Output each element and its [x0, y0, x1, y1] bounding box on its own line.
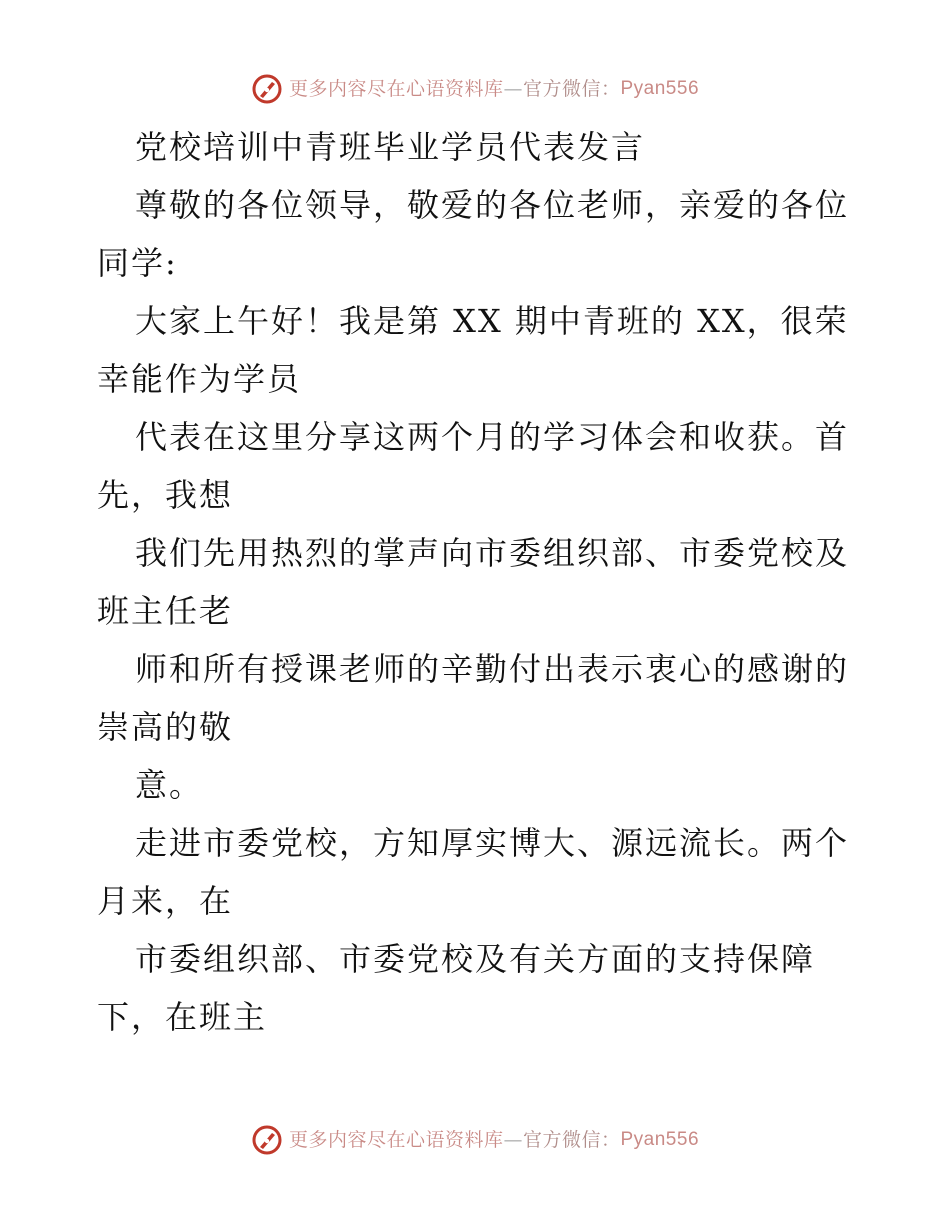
- quill-logo-icon: [251, 1124, 283, 1156]
- text-line: 市委组织部、市委党校及有关方面的支持保障: [135, 940, 816, 978]
- text-line: 大家上午好！我是第 XX 期中青班的 XX，很荣: [135, 302, 849, 340]
- header-banner-brand: 更多内容尽在心语资料库: [288, 78, 504, 100]
- document-title: 党校培训中青班毕业学员代表发言: [135, 128, 646, 166]
- text-line: 月来，在: [97, 882, 234, 920]
- document-body: [97, 118, 857, 1046]
- text-line: 班主任老: [97, 592, 234, 630]
- header-banner: [0, 73, 950, 105]
- footer-banner-wechat-id: Pyan556: [620, 1129, 700, 1150]
- header-banner-dash: —: [503, 78, 523, 100]
- text-line: 我们先用热烈的掌声向市委组织部、市委党校及: [135, 534, 850, 572]
- text-line: 走进市委党校，方知厚实博大、源远流长。两个: [135, 824, 850, 862]
- text-line: 下，在班主: [97, 998, 268, 1036]
- text-line: 崇高的敬: [97, 708, 234, 746]
- footer-banner-brand: 更多内容尽在心语资料库: [288, 1129, 504, 1151]
- footer-banner: [0, 1124, 950, 1156]
- text-line: 意。: [135, 766, 204, 804]
- quill-logo-icon: [251, 73, 283, 105]
- footer-banner-wechat-label: 官方微信：: [522, 1129, 621, 1151]
- text-line: 同学:: [97, 244, 178, 282]
- text-line: 师和所有授课老师的辛勤付出表示衷心的感谢的: [135, 650, 850, 688]
- text-line: 先，我想: [97, 476, 234, 514]
- text-line: 代表在这里分享这两个月的学习体会和收获。首: [135, 418, 850, 456]
- text-line: 幸能作为学员: [97, 360, 302, 398]
- header-banner-wechat-id: Pyan556: [620, 78, 700, 99]
- footer-banner-dash: —: [503, 1129, 523, 1151]
- text-line: 尊敬的各位领导，敬爱的各位老师，亲爱的各位: [135, 186, 850, 224]
- header-banner-wechat-label: 官方微信：: [522, 78, 621, 100]
